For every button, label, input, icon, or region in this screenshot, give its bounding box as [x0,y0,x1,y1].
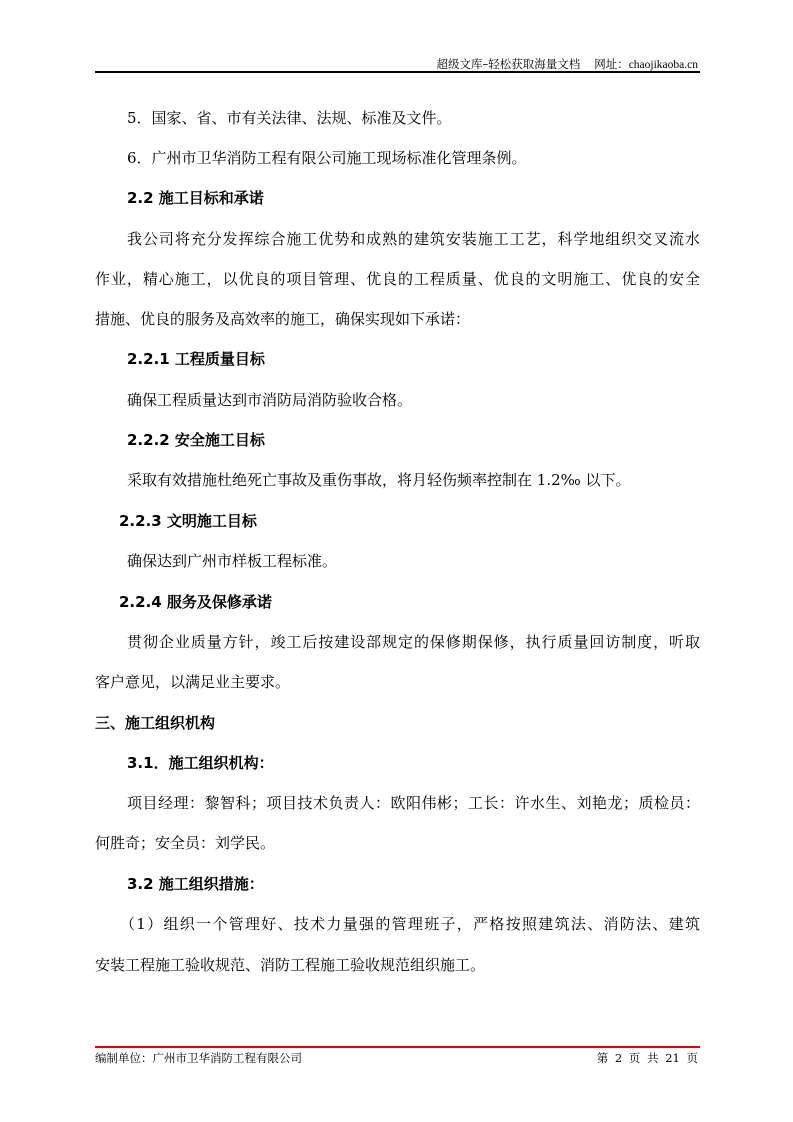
paragraph-line: 确保工程质量达到市消防局消防验收合格。 [127,391,413,409]
paragraph-line: 作业，精心施工，以优良的项目管理、优良的工程质量、优良的文明施工、优良的安全 [95,270,700,288]
section-heading-2-2: 2.2 施工目标和承诺 [127,189,264,207]
footer-page-number: 第 2 页 共 21 页 [596,1051,698,1065]
header-text [436,56,698,72]
section-heading-3-1: 3.1．施工组织机构： [127,754,274,772]
paragraph-line: 客户意见，以满足业主要求。 [95,673,291,691]
header-divider [95,71,700,73]
paragraph-line: 我公司将充分发挥综合施工优势和成熟的建筑安装施工工艺，科学地组织交叉流水 [127,230,700,248]
header-site-text: 超级文库–轻松获取海量文档 [436,57,581,71]
chapter-heading-3: 三、施工组织机构 [95,714,216,732]
section-heading-2-2-3: 2.2.3 文明施工目标 [119,512,257,530]
paragraph-line: 何胜奇；安全员：刘学民。 [95,834,276,852]
footer-divider [95,1046,700,1048]
list-item-6: 6．广州市卫华消防工程有限公司施工现场标准化管理条例。 [127,149,527,167]
list-item-5: 5．国家、省、市有关法律、法规、标准及文件。 [127,109,452,127]
paragraph-line: 项目经理：黎智科；项目技术负责人：欧阳伟彬；工长：许水生、刘艳龙；质检员： [127,794,700,812]
paragraph-line: （1）组织一个管理好、技术力量强的管理班子，严格按照建筑法、消防法、建筑 [120,915,700,933]
section-heading-3-2: 3.2 施工组织措施： [127,875,264,893]
paragraph-line: 措施、优良的服务及高效率的施工，确保实现如下承诺： [95,310,471,328]
section-heading-2-2-1: 2.2.1 工程质量目标 [127,350,265,368]
header-url: 网址：chaojikaoba.cn [594,59,698,71]
paragraph-line: 确保达到广州市样板工程标准。 [127,552,338,570]
section-heading-2-2-4: 2.2.4 服务及保修承诺 [119,593,272,611]
paragraph-line: 贯彻企业质量方针，竣工后按建设部规定的保修期保修，执行质量回访制度，听取 [127,633,700,651]
paragraph-line: 安装工程施工验收规范、消防工程施工验收规范组织施工。 [95,956,486,974]
section-heading-2-2-2: 2.2.2 安全施工目标 [127,431,265,449]
page-header [95,52,700,72]
footer-company: 编制单位：广州市卫华消防工程有限公司 [95,1051,302,1065]
paragraph-line: 采取有效措施杜绝死亡事故及重伤事故，将月轻伤频率控制在 1.2‰ 以下。 [127,471,631,489]
